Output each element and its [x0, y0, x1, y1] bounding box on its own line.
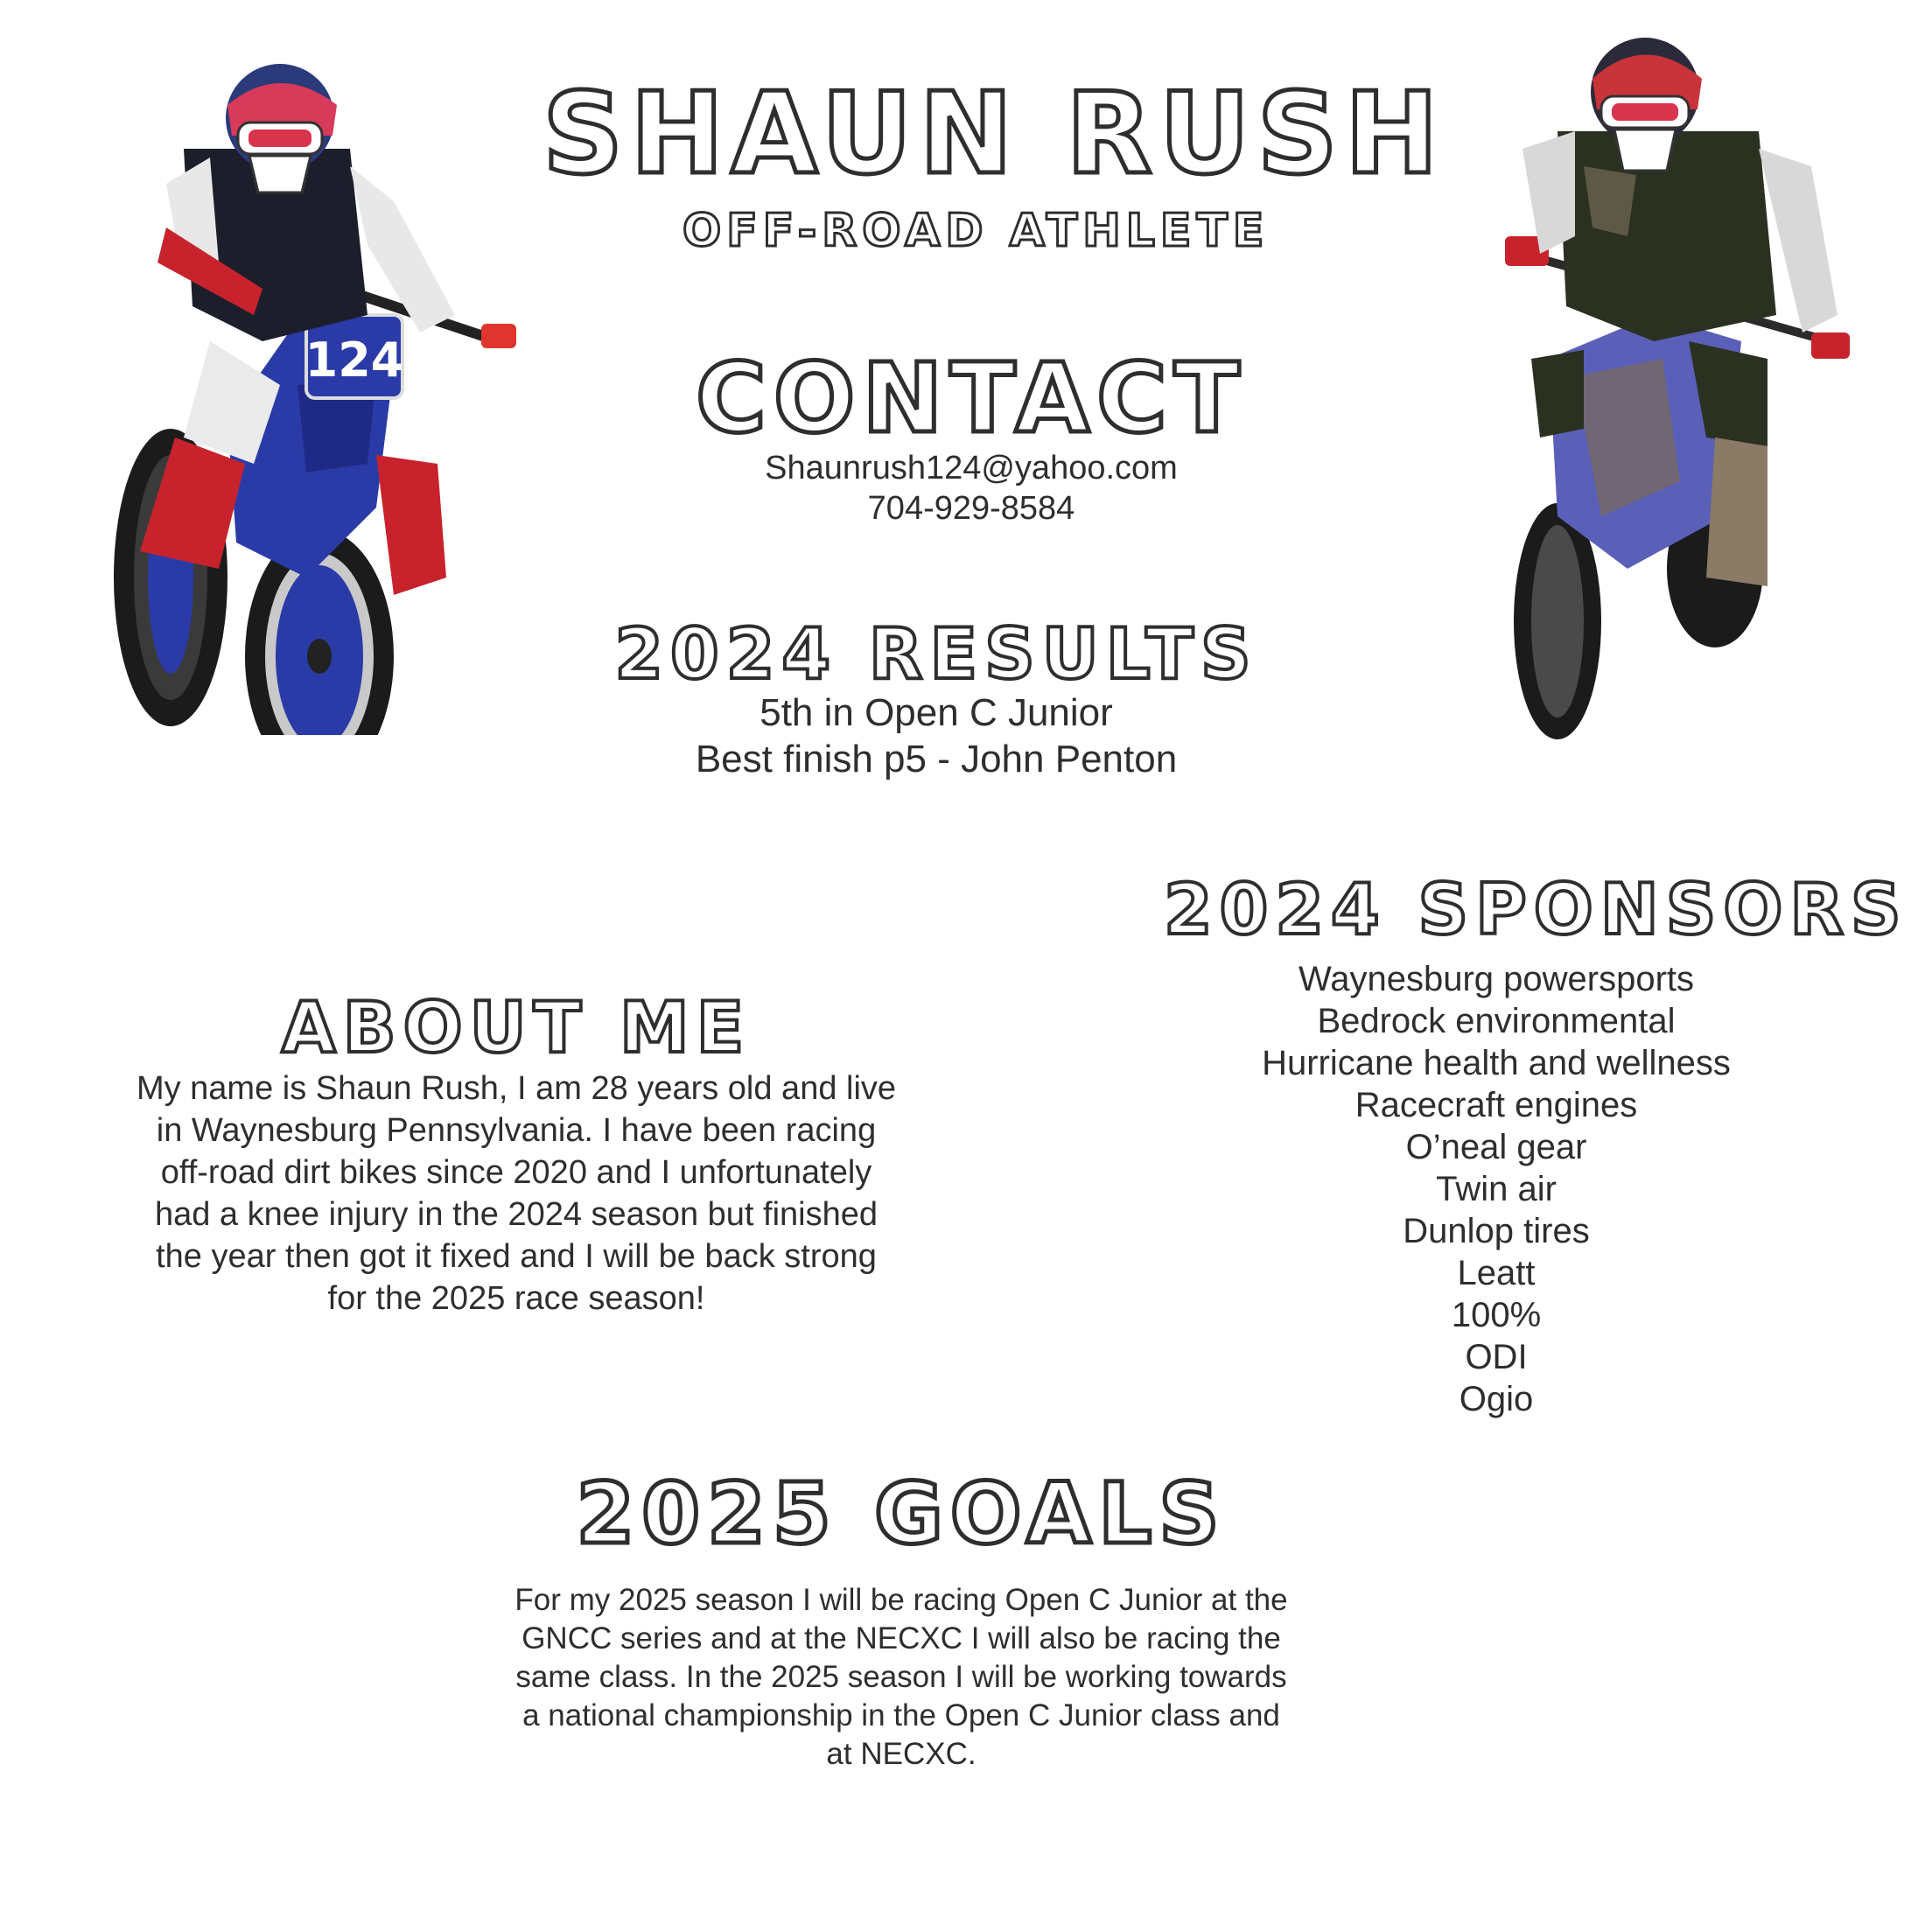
about-line: My name is Shaun Rush, I am 28 years old and live — [136, 1070, 897, 1107]
results-line: 5th in Open C Junior — [760, 691, 1113, 734]
goals-line: a national championship in the Open C Junior class and — [522, 1698, 1280, 1732]
about-line: the year then got it fixed and I will be back strong — [156, 1238, 877, 1275]
contact-info — [682, 448, 1260, 528]
contact-heading: CONTACT — [696, 342, 1247, 454]
goals-heading: 2025 GOALS — [576, 1465, 1227, 1563]
goals-line: at NECXC. — [826, 1737, 976, 1771]
sponsor-item: Bedrock environmental — [1317, 1002, 1676, 1040]
sponsor-item: Twin air — [1436, 1170, 1557, 1208]
goals-line: For my 2025 season I will be racing Open C Junior at the — [514, 1583, 1288, 1617]
about-line: in Waynesburg Pennsylvania. I have been racing — [156, 1112, 877, 1149]
right-rider-photo — [1479, 26, 1872, 744]
about-line: off-road dirt bikes since 2020 and I unfortunately — [160, 1154, 872, 1191]
results-heading: 2024 RESULTS — [614, 613, 1258, 695]
athlete-name: SHAUN RUSH — [542, 69, 1446, 200]
about-heading: ABOUT ME — [281, 987, 752, 1068]
goals-paragraph — [438, 1581, 1365, 1774]
sponsors-heading: 2024 SPONSORS — [1164, 869, 1908, 950]
about-line: had a knee injury in the 2024 season but finished — [154, 1196, 878, 1233]
sponsor-item: Waynesburg powersports — [1298, 960, 1695, 998]
sponsor-item: Hurricane health and wellness — [1262, 1044, 1731, 1082]
sponsors-list — [1181, 958, 1811, 1420]
bike-number-plate-text: 124 — [304, 332, 404, 388]
sponsor-item: 100% — [1451, 1296, 1542, 1334]
about-line: for the 2025 race season! — [327, 1280, 705, 1317]
sponsor-item: O’neal gear — [1405, 1128, 1587, 1166]
sponsor-item: Dunlop tires — [1403, 1212, 1590, 1250]
contact-phone: 704-929-8584 — [867, 490, 1075, 527]
about-paragraph — [96, 1068, 936, 1320]
sponsor-item: Leatt — [1457, 1254, 1536, 1292]
sponsor-item: ODI — [1465, 1338, 1528, 1376]
goals-line: same class. In the 2025 season I will be working towards — [515, 1660, 1287, 1694]
sponsor-item: Ogio — [1459, 1380, 1534, 1418]
goals-line: GNCC series and at the NECXC I will also be racing the — [522, 1621, 1281, 1656]
contact-email: Shaunrush124@yahoo.com — [765, 450, 1178, 486]
left-rider-photo — [88, 52, 525, 735]
results-line: Best finish p5 - John Penton — [695, 738, 1178, 780]
sponsor-item: Racecraft engines — [1354, 1086, 1638, 1124]
athlete-subtitle: OFF-ROAD ATHLETE — [682, 205, 1270, 257]
results-list — [612, 690, 1260, 782]
